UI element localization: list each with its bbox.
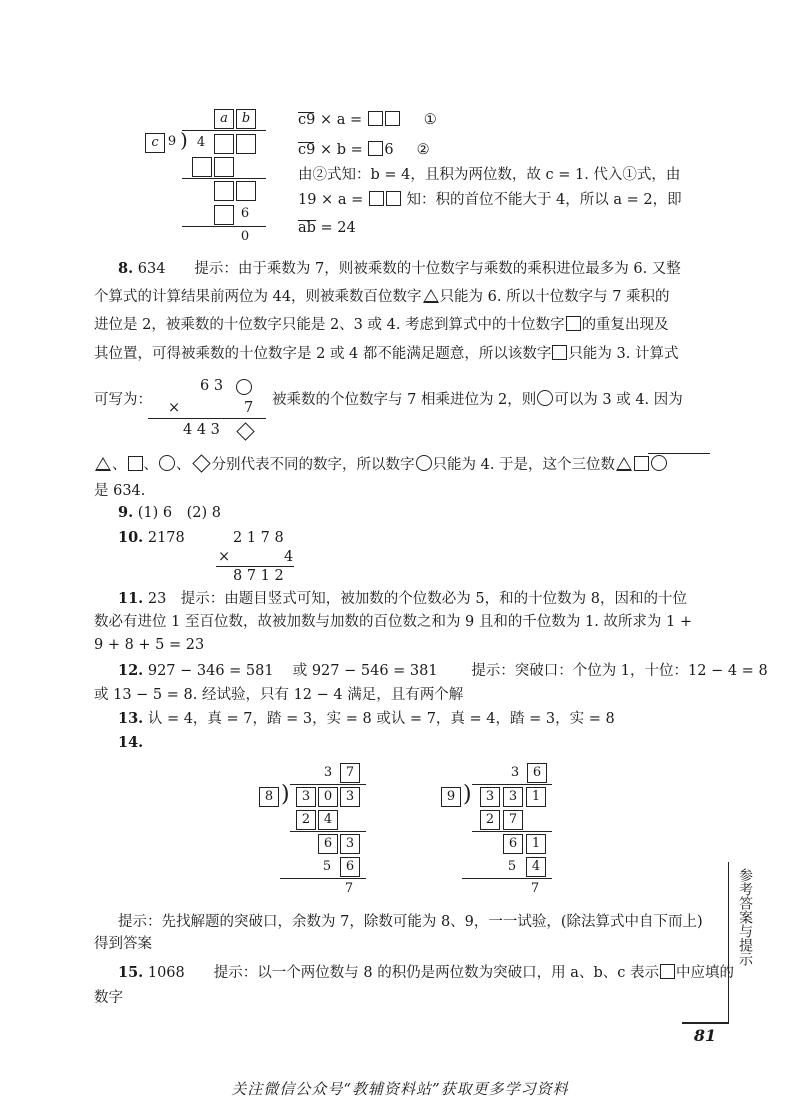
- blank-box: [214, 181, 234, 201]
- quotient-digit-b: b: [236, 109, 256, 129]
- circle-icon: [416, 455, 432, 471]
- quotient-digit-a: a: [214, 109, 234, 129]
- square-icon: [128, 456, 143, 471]
- diamond-icon: [192, 454, 210, 472]
- note-line4: 19 × a = 知：积的首位不能大于 4，所以 a = 2，即: [298, 192, 682, 208]
- note-line3: 由②式知：b = 4，且积为两位数，故 c = 1. 代入①式，由: [298, 167, 681, 183]
- dividend-digit: 4: [196, 135, 206, 150]
- item15-line1: 15. 1068 提示：以一个两位数与 8 的积仍是两位数为突破口，用 a、b、c 表示 中应填的: [118, 964, 734, 981]
- item8-line7: 是 634.: [94, 483, 146, 499]
- item13: 13. 认 = 4，真 = 7，踏 = 3，实 = 8 或认 = 7，真 = 4，踏 = 3，实 = 8: [118, 710, 615, 727]
- item10: 10. 2178: [118, 529, 185, 546]
- blank-box: [236, 134, 256, 154]
- item8-line4: 其位置，可得被乘数的十位数字是 2 或 4 都不能满足题意，所以该数字 只能为 3. 计算式: [94, 346, 679, 362]
- item15-line2: 数字: [94, 990, 123, 1006]
- item12-line2: 或 13 − 5 = 8. 经试验，只有 12 − 4 满足，且有两个解: [94, 687, 464, 703]
- circle-icon: [236, 379, 252, 395]
- square-icon: [566, 316, 581, 331]
- circle-icon: [159, 455, 175, 471]
- item8-line5: 被乘数的个位数字与 7 相乘进位为 2，则 可以为 3 或 4. 因为: [272, 392, 683, 408]
- eq1: c9 × a = ①: [298, 112, 437, 128]
- eq2: c9 × b = 6 ②: [298, 142, 430, 158]
- item14-label: 14.: [118, 734, 144, 751]
- page-number: 81: [682, 1022, 728, 1048]
- item14-hint1: 提示：先找解题的突破口，余数为 7，除数可能为 8、9，一一试验，(除法算式中自下而上): [118, 914, 703, 930]
- item8-line1: 8. 634 提示：由于乘数为 7，则被乘数的十位数字与乘数的乘积进位最多为 6. 又整: [118, 260, 681, 277]
- item8-line3: 进位是 2，被乘数的十位数字只能是 2、3 或 4. 考虑到算式中的十位数字 的重复出现及: [94, 317, 669, 333]
- blank-box: [214, 157, 234, 177]
- note-line5: ab = 24: [298, 220, 356, 236]
- remainder-0: 0: [240, 229, 250, 244]
- item11-line1: 11. 23 提示：由题目竖式可知，被加数的个位数必为 5，和的十位数为 8，因和的十位: [118, 590, 687, 607]
- square-icon: [634, 456, 649, 471]
- item12-line1: 12. 927 − 346 = 581 或 927 − 546 = 381 提示：突破口：个位为 1，十位：12 − 4 = 8: [118, 662, 768, 679]
- circle-icon: [537, 390, 553, 406]
- square-icon: [660, 964, 675, 979]
- triangle-icon: [423, 289, 439, 303]
- division-bracket: ): [180, 128, 188, 152]
- triangle-icon: [95, 457, 111, 471]
- blank-box: [192, 157, 212, 177]
- digit-6: 6: [240, 206, 250, 221]
- circle-icon: [651, 455, 667, 471]
- blank-box: [214, 134, 234, 154]
- side-label: 参考答案与提示: [737, 868, 753, 966]
- square-icon: [552, 345, 567, 360]
- item8-line5-label: 可写为：: [94, 392, 152, 408]
- divisor-box-c: c: [145, 133, 165, 153]
- diamond-icon: [236, 422, 254, 440]
- item11-line2: 数必有进位 1 至百位数，故被加数与加数的百位数之和为 9 且和的千位数为 1. 故所求为 1 +: [94, 614, 693, 630]
- blank-box: [236, 181, 256, 201]
- divisor-digit: 9: [167, 134, 177, 149]
- item11-line3: 9 + 8 + 5 = 23: [94, 637, 205, 653]
- triangle-icon: [616, 457, 632, 471]
- footer-watermark: 关注微信公众号“教辅资料站”获取更多学习资料: [231, 1080, 569, 1098]
- item8-line2: 个算式的计算结果前两位为 44，则被乘数百位数字 只能为 6. 所以十位数字与 7 乘积的: [94, 289, 670, 305]
- item14-hint2: 得到答案: [94, 936, 152, 952]
- blank-box: [214, 205, 234, 225]
- item8-line6: 、 、 、 分别代表不同的数字，所以数字 只能为 4. 于是，这个三位数: [94, 455, 668, 475]
- item9: 9. (1) 6 (2) 8: [118, 504, 221, 521]
